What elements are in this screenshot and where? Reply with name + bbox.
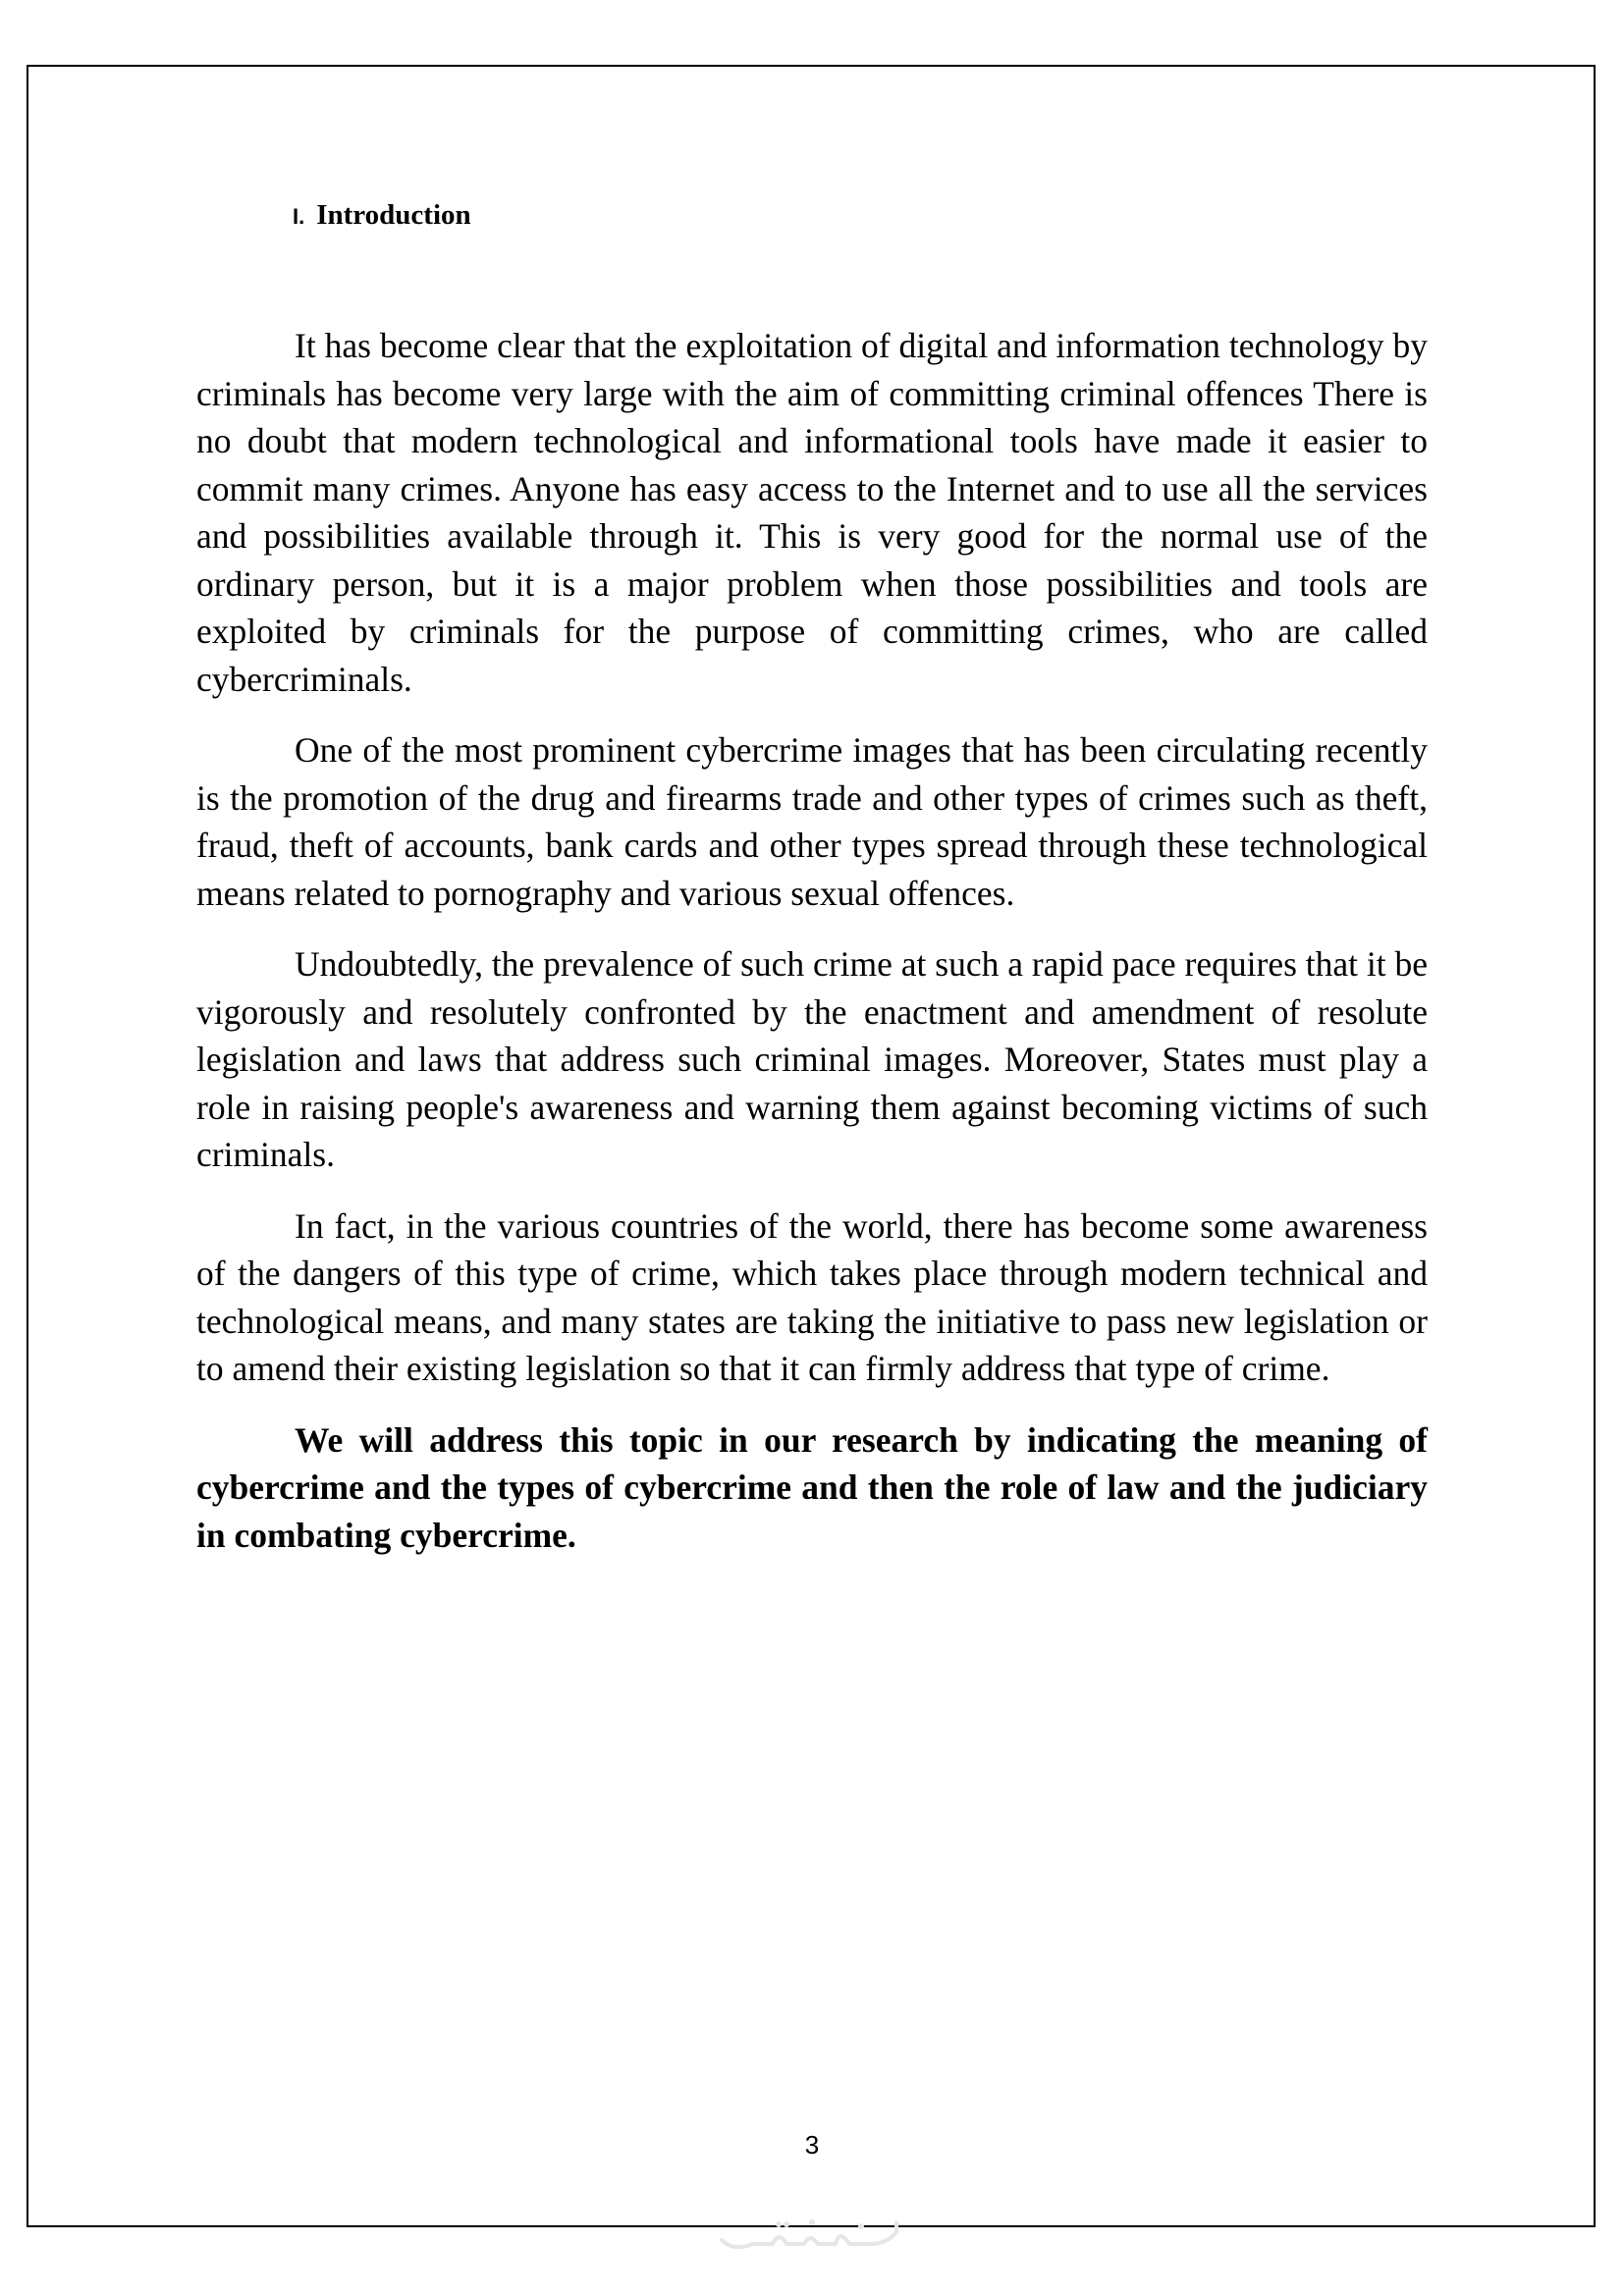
- section-heading: [293, 196, 471, 236]
- section-title: Introduction: [316, 199, 471, 231]
- body-text: [196, 322, 1428, 1582]
- section-number: I.: [293, 204, 305, 229]
- paragraph-4: In fact, in the various countries of the world, there has become some awareness of the dangers of this type of crime, which takes place through modern technical and technological means, and many states are taking the initiative to pass new legislation or to amend their existing legislation so that it can firmly address that type of crime.: [196, 1205, 1428, 1388]
- paragraph-5: We will address this topic in our research by indicating the meaning of cybercrime and the types of cybercrime and then the role of law and the judiciary in combating cybercrime.: [196, 1419, 1428, 1555]
- watermark-logo: [714, 2211, 910, 2260]
- page-number: 3: [804, 2130, 820, 2160]
- paragraph-1: It has become clear that the exploitation of digital and information technology by criminals has become very large with the aim of committing criminal offences There is no doubt that modern technological and informational tools have made it easier to commit many crimes. Anyone has easy access to the Internet and to use all the services and possibilities available through it. This is very good for the normal use of the ordinary person, but it is a major problem when those possibilities and tools are exploited by criminals for the purpose of committing crimes, who are called cybercriminals.: [196, 326, 1428, 699]
- paragraph-2: One of the most prominent cybercrime images that has been circulating recently is the promotion of the drug and firearms trade and other types of crimes such as theft, fraud, theft of accounts, bank cards and other types spread through these technological means related to pornography and various sexual offences.: [196, 730, 1428, 913]
- paragraph-3: Undoubtedly, the prevalence of such crime at such a rapid pace requires that it be vigorously and resolutely confronted by the enactment and amendment of resolute legislation and laws that address such criminal images. Moreover, States must play a role in raising people's awareness and warning them against becoming victims of such criminals.: [196, 944, 1428, 1174]
